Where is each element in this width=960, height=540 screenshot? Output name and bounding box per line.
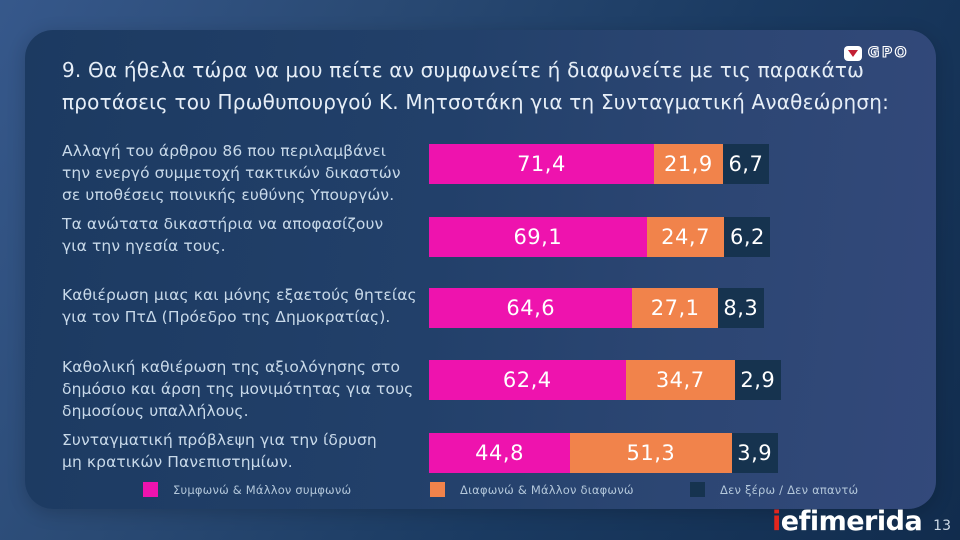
stacked-bar	[429, 433, 778, 473]
question-title-line1: 9. Θα ήθελα τώρα να μου πείτε αν συμφωνείτε ή διαφωνείτε με τις παρακάτω	[62, 58, 865, 82]
stacked-bar	[429, 144, 769, 184]
bar-segment-agree: 62,4	[429, 360, 626, 400]
bar-segment-disagree: 24,7	[647, 217, 725, 257]
chart-row	[62, 429, 778, 473]
bar-segment-agree: 71,4	[429, 144, 654, 184]
iefimerida-logo	[772, 508, 922, 535]
statement-label: Καθολική καθιέρωση της αξιολόγησης στο δημόσιο και άρση της μονιμότητας για τους δημοσίους υπαλλήλους.	[62, 358, 414, 420]
page-number: 13	[933, 518, 951, 534]
legend-item-agree	[143, 482, 351, 497]
brand-initial: i	[772, 506, 781, 537]
statement-label: Συνταγματική πρόβλεψη για την ίδρυση μη κρατικών Πανεπιστημίων.	[62, 431, 377, 471]
stacked-bar	[429, 360, 781, 400]
legend-label: Συμφωνώ & Μάλλον συμφωνώ	[173, 482, 352, 497]
chart-row	[62, 140, 769, 206]
bar-segment-agree: 44,8	[429, 433, 570, 473]
question-title-line2: προτάσεις του Πρωθυπουργού Κ. Μητσοτάκη για τη Συνταγματική Αναθεώρηση:	[62, 90, 890, 114]
bar-segment-dk: 6,7	[723, 144, 769, 184]
bar-segment-disagree: 51,3	[570, 433, 732, 473]
chart-rows	[25, 30, 936, 509]
legend-swatch-agree	[143, 482, 158, 497]
chart-row	[62, 213, 770, 257]
bar-segment-disagree: 21,9	[654, 144, 723, 184]
bar-segment-dk: 6,2	[724, 217, 770, 257]
chart-legend	[25, 482, 936, 506]
bar-segment-disagree: 27,1	[632, 288, 717, 328]
bar-segment-dk: 8,3	[718, 288, 764, 328]
statement-label: Τα ανώτατα δικαστήρια να αποφασίζουν για την ηγεσία τους.	[62, 215, 384, 255]
legend-item-dk	[690, 482, 858, 497]
stacked-bar	[429, 288, 764, 328]
gpo-logo-text: GPO	[867, 45, 909, 61]
legend-label: Διαφωνώ & Μάλλον διαφωνώ	[460, 482, 634, 497]
bar-segment-dk: 3,9	[732, 433, 778, 473]
content-card	[25, 30, 936, 509]
statement-label: Αλλαγή του άρθρου 86 που περιλαμβάνει την ενεργό συμμετοχή τακτικών δικαστών σε υποθέσεις ποινικής ευθύνης Υπουργών.	[62, 142, 401, 204]
stacked-bar	[429, 217, 770, 257]
legend-swatch-dk	[690, 482, 705, 497]
chart-row	[62, 356, 781, 422]
footer	[772, 508, 951, 535]
bar-segment-disagree: 34,7	[626, 360, 735, 400]
legend-swatch-disagree	[430, 482, 445, 497]
legend-item-disagree	[430, 482, 634, 497]
brand-rest: efimerida	[780, 506, 923, 537]
legend-label: Δεν ξέρω / Δεν απαντώ	[720, 482, 859, 497]
statement-label: Καθιέρωση μιας και μόνης εξαετούς θητείας για τον ΠτΔ (Πρόεδρο της Δημοκρατίας).	[62, 286, 417, 326]
bar-segment-dk: 2,9	[735, 360, 781, 400]
bar-segment-agree: 69,1	[429, 217, 647, 257]
chart-row	[62, 284, 764, 328]
bar-segment-agree: 64,6	[429, 288, 632, 328]
